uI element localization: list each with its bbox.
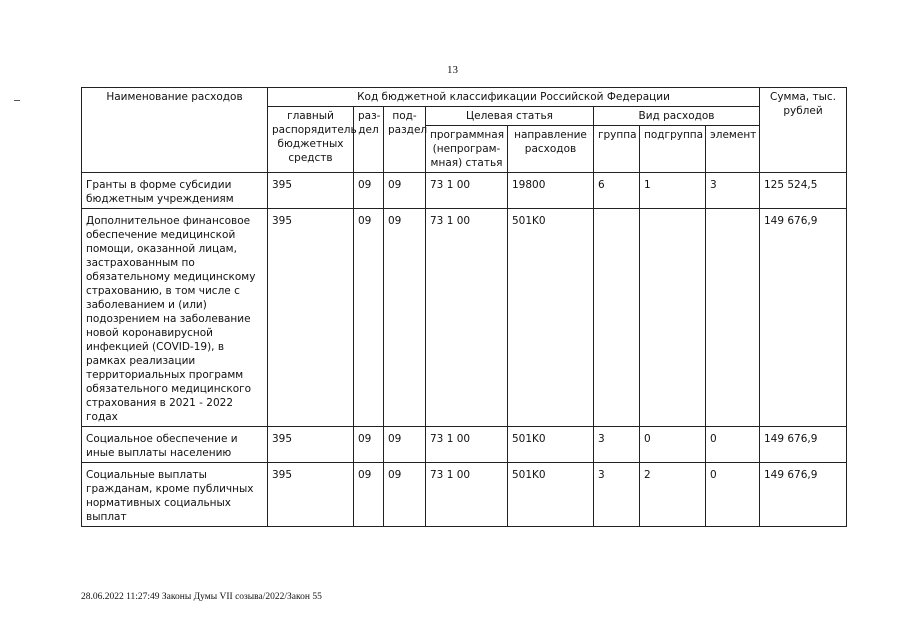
row-element: 0 [706, 427, 760, 463]
header-name: Наименование расходов [82, 88, 268, 173]
row-sum: 149 676,9 [760, 427, 847, 463]
row-program: 73 1 00 [426, 427, 508, 463]
row-group [594, 209, 640, 427]
row-section: 09 [354, 173, 384, 209]
row-subsection: 09 [384, 173, 426, 209]
header-section: раз-дел [354, 107, 384, 173]
table-row [82, 427, 847, 463]
row-sum: 149 676,9 [760, 209, 847, 427]
row-name: Социальные выплаты гражданам, кроме публичных нормативных социальных выплат [82, 463, 268, 527]
header-main-manager: главный распорядитель бюджетных средств [268, 107, 354, 173]
row-subgroup [640, 209, 706, 427]
row-element: 3 [706, 173, 760, 209]
row-element: 0 [706, 463, 760, 527]
page-number: 13 [447, 64, 458, 76]
budget-table [81, 87, 847, 527]
row-main-manager: 395 [268, 173, 354, 209]
row-subgroup: 0 [640, 427, 706, 463]
row-subgroup: 2 [640, 463, 706, 527]
row-subsection: 09 [384, 463, 426, 527]
row-program: 73 1 00 [426, 173, 508, 209]
row-sum: 125 524,5 [760, 173, 847, 209]
table-row [82, 463, 847, 527]
row-subgroup: 1 [640, 173, 706, 209]
row-section: 09 [354, 209, 384, 427]
header-element: элемент [706, 126, 760, 173]
row-main-manager: 395 [268, 427, 354, 463]
row-group: 3 [594, 463, 640, 527]
header-program: программная (непрограм-мная) статья [426, 126, 508, 173]
row-main-manager: 395 [268, 463, 354, 527]
header-group: группа [594, 126, 640, 173]
row-program: 73 1 00 [426, 209, 508, 427]
row-section: 09 [354, 463, 384, 527]
row-name: Гранты в форме субсидии бюджетным учреждениям [82, 173, 268, 209]
row-direction: 501K0 [508, 463, 594, 527]
row-sum: 149 676,9 [760, 463, 847, 527]
row-direction: 501K0 [508, 427, 594, 463]
row-direction: 501K0 [508, 209, 594, 427]
row-program: 73 1 00 [426, 463, 508, 527]
header-expense-type: Вид расходов [594, 107, 760, 126]
table-header [82, 88, 847, 173]
row-group: 6 [594, 173, 640, 209]
row-section: 09 [354, 427, 384, 463]
row-direction: 19800 [508, 173, 594, 209]
row-group: 3 [594, 427, 640, 463]
table-body [82, 173, 847, 527]
header-direction: направление расходов [508, 126, 594, 173]
row-element [706, 209, 760, 427]
row-name: Дополнительное финансовое обеспечение медицинской помощи, оказанной лицам, застрахованным по обязательному медицинскому страхованию, в том числе с заболеванием и (или) подозрением на заболевание новой коронавирусной инфекцией (COVID-19), в рамках реализации территориальных программ обязательного медицинского страхования в 2021 - 2022 годах [82, 209, 268, 427]
table-row [82, 209, 847, 427]
header-sum: Сумма, тыс. рублей [760, 88, 847, 173]
row-name: Социальное обеспечение и иные выплаты населению [82, 427, 268, 463]
row-main-manager: 395 [268, 209, 354, 427]
table-row [82, 173, 847, 209]
header-subsection: под-раздел [384, 107, 426, 173]
margin-mark [14, 100, 20, 101]
header-code-group: Код бюджетной классификации Российской Федерации [268, 88, 760, 107]
header-target-article: Целевая статья [426, 107, 594, 126]
header-subgroup: подгруппа [640, 126, 706, 173]
row-subsection: 09 [384, 427, 426, 463]
row-subsection: 09 [384, 209, 426, 427]
document-footer: 28.06.2022 11:27:49 Законы Думы VII созыва/2022/Закон 55 [81, 592, 322, 602]
